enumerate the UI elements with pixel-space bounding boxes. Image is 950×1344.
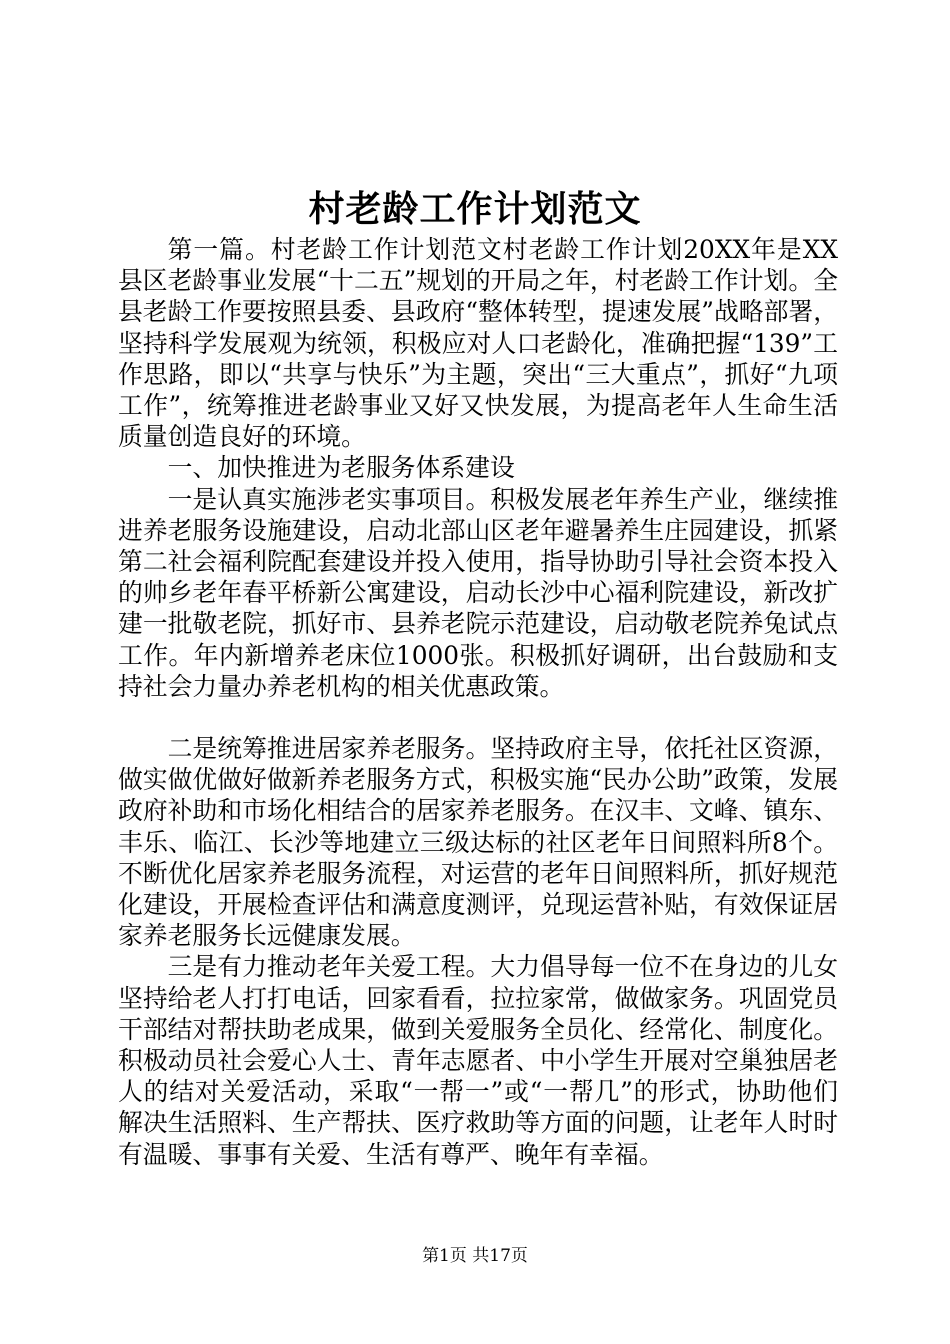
page-footer: 第1页 共17页 — [422, 1246, 528, 1266]
paragraph-item-3: 三是有力推动老年关爱工程。大力倡导每一位不在身边的儿女坚持给老人打打电话，回家看看，拉拉家常，做做家务。巩固党员干部结对帮扶助老成果，做到关爱服务全员化、经常化、制度化。积极动员社会爱心人士、青年志愿者、中小学生开展对空巢独居老人的结对关爱活动，采取“一帮一”或“一帮几”的形式，协助他们解决生活照料、生产帮扶、医疗救助等方面的问题，让老年人时时有温暖、事事有关爱、生活有尊严、晚年有幸福。 — [118, 952, 838, 1169]
document-body — [118, 234, 838, 1170]
paragraph-item-2: 二是统筹推进居家养老服务。坚持政府主导，依托社区资源，做实做优做好做新养老服务方式，积极实施“民办公助”政策，发展政府补助和市场化相结合的居家养老服务。在汉丰、文峰、镇东、丰乐、临江、长沙等地建立三级达标的社区老年日间照料所8个。不断优化居家养老服务流程，对运营的老年日间照料所，抓好规范化建设，开展检查评估和满意度测评，兑现运营补贴，有效保证居家养老服务长远健康发展。 — [118, 734, 838, 951]
paragraph-item-1: 一是认真实施涉老实事项目。积极发展老年养生产业，继续推进养老服务设施建设，启动北部山区老年避暑养生庄园建设，抓紧第二社会福利院配套建设并投入使用，指导协助引导社会资本投入的帅乡老年春平桥新公寓建设，启动长沙中心福利院建设，新改扩建一批敬老院，抓好市、县养老院示范建设，启动敬老院养兔试点工作。年内新增养老床位1000张。积极抓好调研，出台鼓励和支持社会力量办养老机构的相关优惠政策。 — [118, 484, 838, 701]
document-title: 村老龄工作计划范文 — [308, 188, 642, 230]
paragraph-intro: 第一篇。村老龄工作计划范文村老龄工作计划20XX年是XX县区老龄事业发展“十二五”规划的开局之年，村老龄工作计划。全县老龄工作要按照县委、县政府“整体转型，提速发展”战略部署，坚持科学发展观为统领，积极应对人口老龄化，准确把握“139”工作思路，即以“共享与快乐”为主题，突出“三大重点”，抓好“九项工作”，统筹推进老龄事业又好又快发展，为提高老年人生命生活质量创造良好的环境。 — [118, 235, 838, 452]
section-heading-1: 一、加快推进为老服务体系建设 — [167, 453, 515, 483]
